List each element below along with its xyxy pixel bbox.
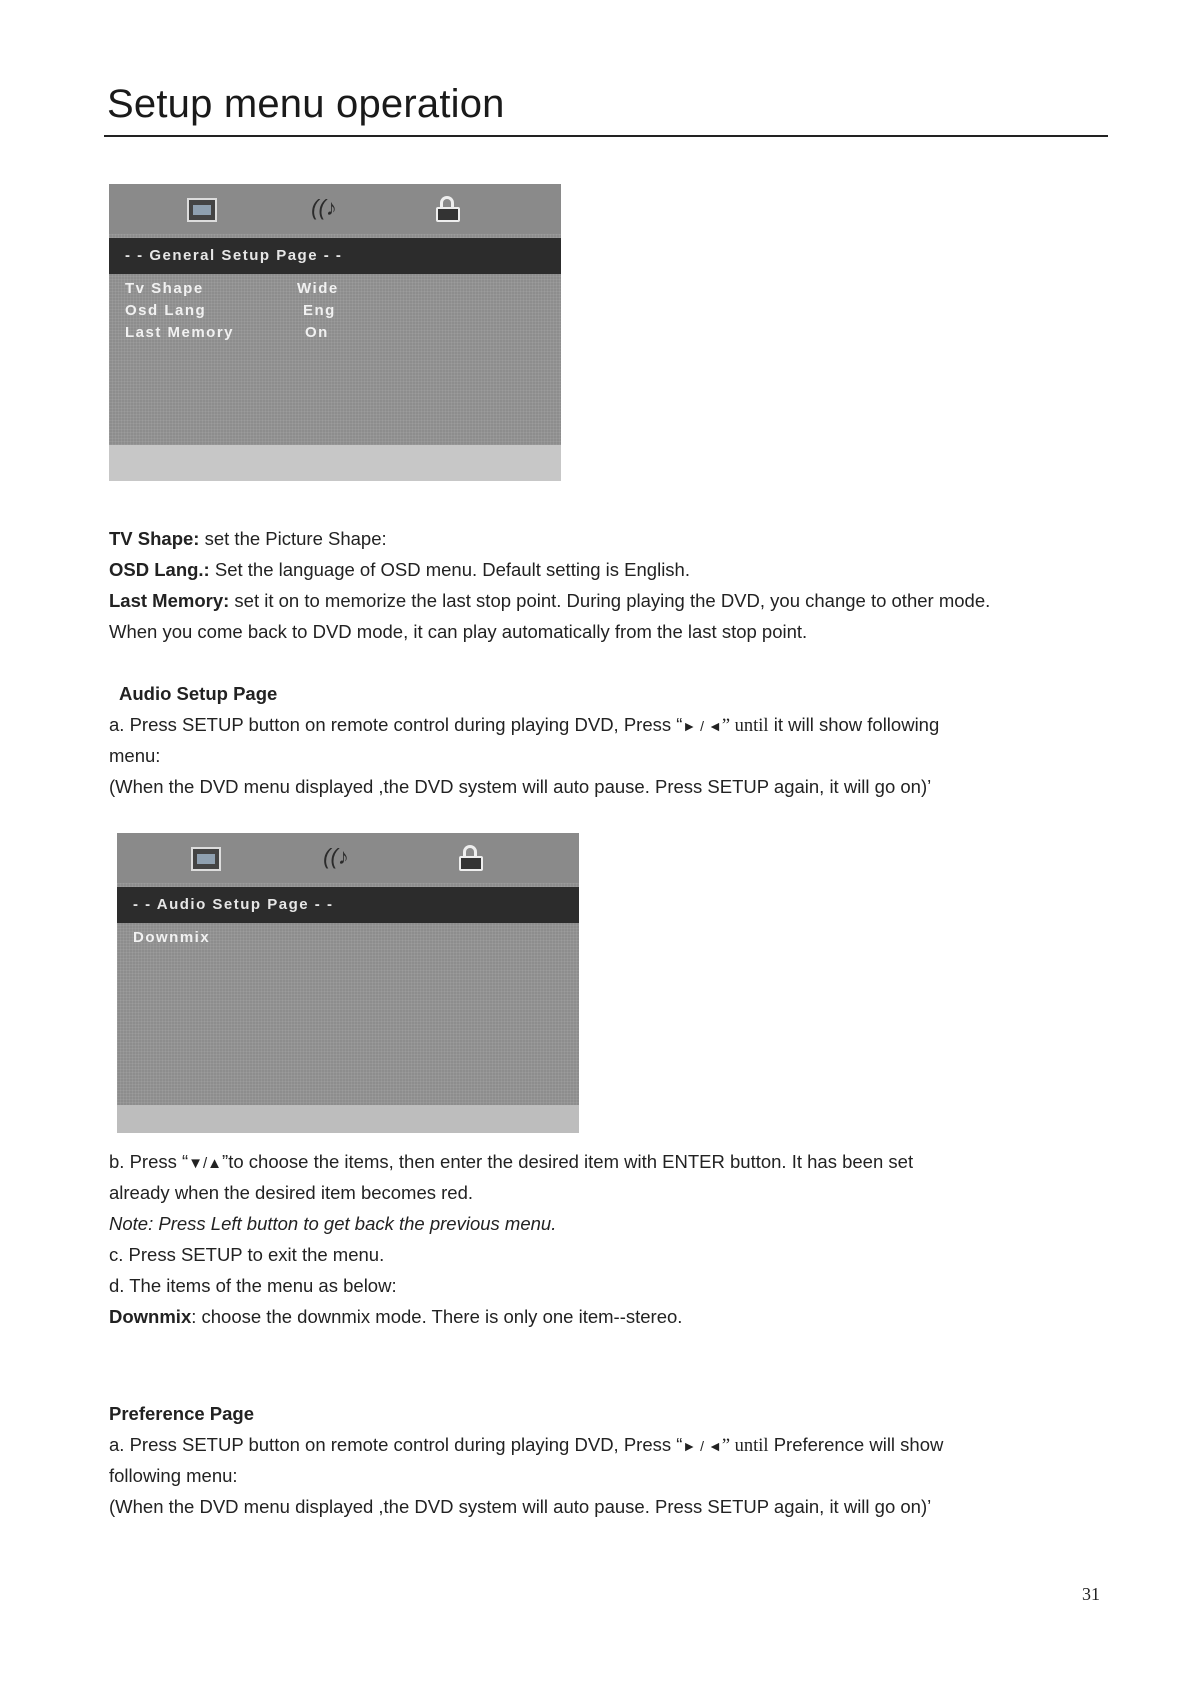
osd-row-tv-shape-label: Tv Shape: [125, 280, 204, 297]
osd-row-tv-shape-value: Wide: [297, 280, 339, 297]
osd-lang-desc: [109, 554, 690, 585]
last-memory-desc: [109, 585, 990, 616]
audio-note: (When the DVD menu displayed ,the DVD system will auto pause. Press SETUP again, it will go on)’: [109, 776, 932, 797]
osd-row-osd-lang-label: Osd Lang: [125, 302, 207, 319]
last-memory-desc-line2: When you come back to DVD mode, it can play automatically from the last stop point.: [109, 621, 808, 642]
audio-step-a-post: it will show following: [768, 714, 940, 735]
downmix-text: : choose the downmix mode. There is only one item--stereo.: [191, 1306, 683, 1327]
audio-setup-menu-screenshot: [117, 833, 579, 1133]
step-b-arrows: ▼/▲: [188, 1155, 223, 1172]
title-divider: [104, 135, 1108, 137]
preference-step-a-until: ” until: [721, 1436, 769, 1456]
audio-heading: Audio Setup Page: [119, 683, 278, 704]
downmix-label: Downmix: [109, 1306, 192, 1327]
step-b: [109, 1146, 913, 1179]
osd-footer: [109, 445, 561, 481]
step-b-pre: b. Press “: [109, 1151, 189, 1172]
preference-note: (When the DVD menu displayed ,the DVD system will auto pause. Press SETUP again, it will go on)’: [109, 1496, 932, 1517]
tv-shape-text: set the Picture Shape:: [199, 528, 387, 549]
audio-step-a-arrows: ► / ◄: [682, 718, 722, 734]
osd-icon-bar: [109, 184, 561, 234]
downmix-desc: [109, 1301, 682, 1332]
osd-header: - - General Setup Page - -: [109, 238, 561, 274]
step-d: d. The items of the menu as below:: [109, 1275, 397, 1296]
last-memory-label: Last Memory:: [109, 590, 230, 611]
picture-icon: [187, 198, 217, 222]
preference-step-a-post: Preference will show: [768, 1434, 944, 1455]
lock-icon: [434, 196, 462, 222]
osd-footer: [117, 1105, 579, 1133]
audio-step-a-until: ” until: [721, 716, 769, 736]
step-b-line2: already when the desired item becomes red.: [109, 1182, 474, 1203]
osd-row-downmix-label: Downmix: [133, 929, 211, 946]
osd-header: - - Audio Setup Page - -: [117, 887, 579, 923]
osd-row-osd-lang-value: Eng: [303, 302, 336, 319]
osd-icon-bar: [117, 833, 579, 883]
general-setup-menu-screenshot: [109, 184, 561, 481]
audio-step-a: [109, 709, 939, 742]
audio-step-a-line2: menu:: [109, 745, 161, 766]
tv-shape-desc: [109, 523, 387, 554]
preference-step-a-arrows: ► / ◄: [682, 1438, 722, 1454]
step-b-post: ”to choose the items, then enter the desired item with ENTER button. It has been set: [222, 1151, 914, 1172]
preference-step-a-line2: following menu:: [109, 1465, 238, 1486]
picture-icon: [191, 847, 221, 871]
osd-row-last-memory-label: Last Memory: [125, 324, 235, 341]
osd-row-last-memory-value: On: [305, 324, 329, 341]
last-memory-text: set it on to memorize the last stop point. During playing the DVD, you change to other mode.: [229, 590, 991, 611]
step-note: Note: Press Left button to get back the previous menu.: [109, 1213, 557, 1234]
preference-step-a: [109, 1429, 943, 1462]
preference-heading: Preference Page: [109, 1403, 255, 1424]
step-c: c. Press SETUP to exit the menu.: [109, 1244, 385, 1265]
tv-shape-label: TV Shape:: [109, 528, 200, 549]
page-title: Setup menu operation: [107, 82, 505, 126]
osd-lang-text: Set the language of OSD menu. Default setting is English.: [209, 559, 690, 580]
speaker-icon: ((♪: [311, 195, 337, 220]
audio-step-a-pre: a. Press SETUP button on remote control during playing DVD, Press “: [109, 714, 683, 735]
osd-lang-label: OSD Lang.:: [109, 559, 210, 580]
page-number: 31: [1082, 1584, 1100, 1604]
preference-step-a-pre: a. Press SETUP button on remote control during playing DVD, Press “: [109, 1434, 683, 1455]
speaker-icon: ((♪: [323, 844, 349, 869]
lock-icon: [457, 845, 485, 871]
